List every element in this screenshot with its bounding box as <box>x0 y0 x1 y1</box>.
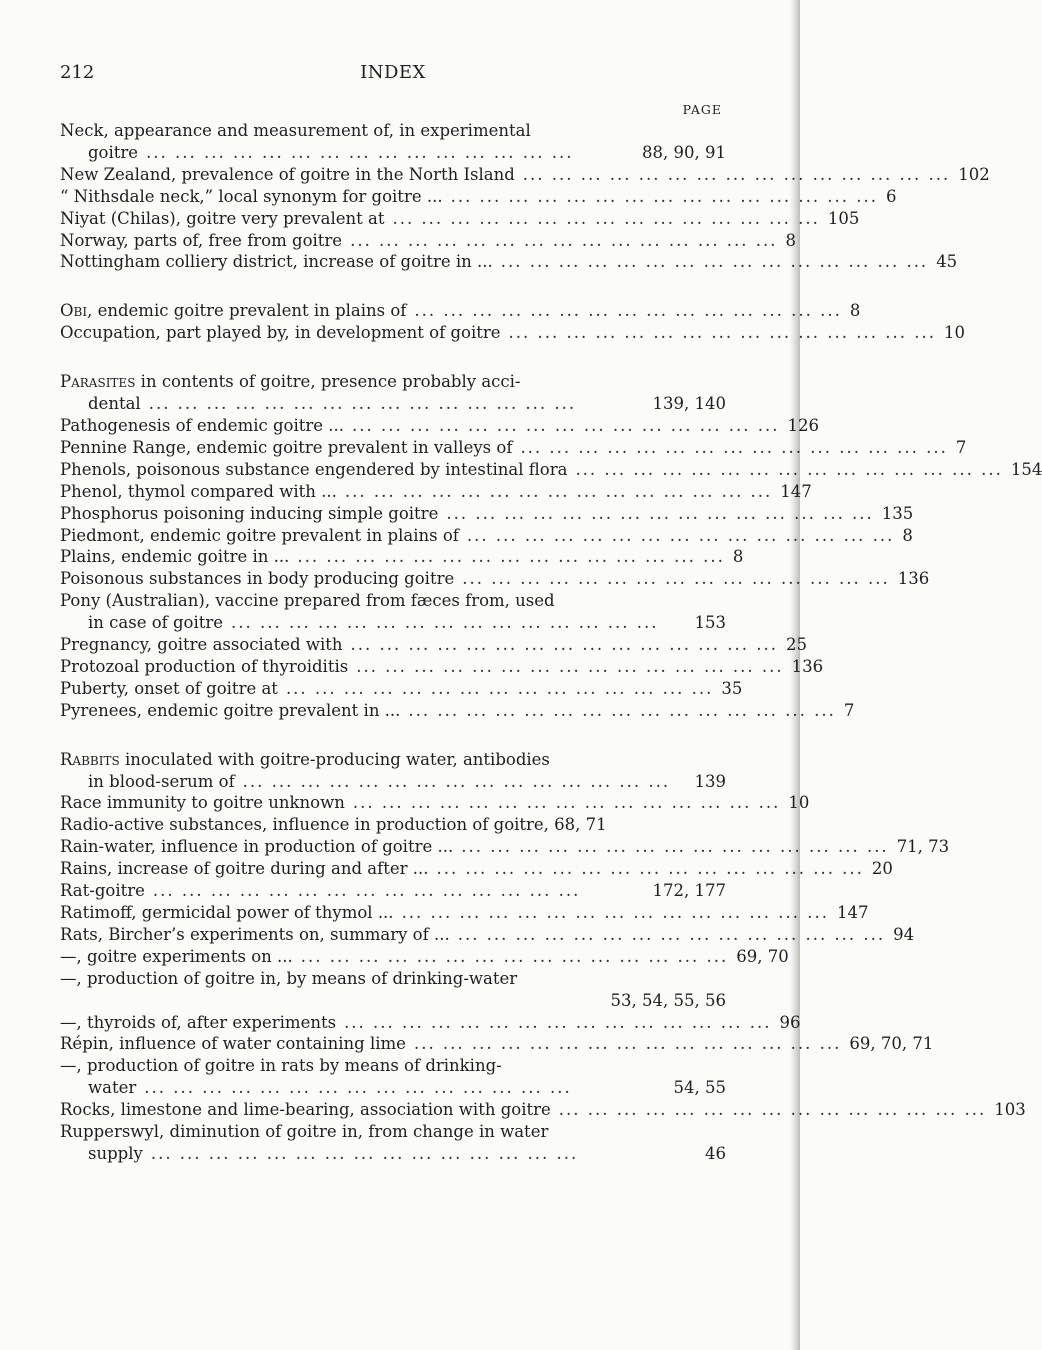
index-entry <box>60 481 812 503</box>
index-entry <box>60 437 967 459</box>
entry-text <box>60 546 289 568</box>
entry-line <box>60 858 893 880</box>
entry-text <box>60 230 342 252</box>
entry-description: , poisonous substance engendered by intestinal flora <box>125 459 568 479</box>
page-reference: 71, 73 <box>896 837 950 857</box>
entry-heading: Phenol <box>60 481 118 501</box>
entry-heading: Occupation <box>60 323 156 343</box>
entry-heading: Parasites <box>60 372 136 392</box>
entry-heading: Pyrenees <box>60 700 137 720</box>
leader-dots: ... ... ... ... ... ... ... ... ... ... ... ... ... ... ... <box>508 323 936 343</box>
entry-text <box>60 946 293 968</box>
entry-line <box>60 880 726 902</box>
entry-heading: Obi <box>60 301 88 321</box>
page-reference: 94 <box>893 924 915 944</box>
leader-dots: ... ... ... ... ... ... ... ... ... ... ... ... ... ... ... <box>500 252 929 272</box>
entry-heading: — <box>60 968 77 988</box>
entry-heading: — <box>60 1012 77 1032</box>
leader-dots: ... ... ... ... ... ... ... ... ... ... ... ... ... ... ... <box>558 1100 987 1120</box>
entry-line <box>60 1121 726 1143</box>
entry-heading: Rocks <box>60 1100 111 1120</box>
entry-text <box>60 1121 548 1143</box>
index-entry <box>60 902 869 924</box>
entry-continuation-text: in case of goitre <box>88 613 224 633</box>
leader-dots: ... ... ... ... ... ... ... ... ... ... ... ... ... ... ... <box>352 415 780 435</box>
entry-description: of thyroiditis <box>235 656 349 676</box>
entry-line <box>60 120 726 142</box>
entry-description: , influence in production of goitre, 68, 71 <box>262 815 607 835</box>
index-entry <box>60 164 990 186</box>
entry-description: , vaccine prepared from fæces from, used <box>204 591 555 611</box>
leader-dots: ... ... ... ... ... ... ... ... ... ... ... ... ... ... ... <box>466 525 895 545</box>
entry-description: in contents of goitre, presence probably acci- <box>135 372 521 392</box>
leader-dots: ... ... ... ... ... ... ... ... ... ... ... ... ... ... ... <box>300 946 729 966</box>
entry-heading: Rupperswyl <box>60 1122 160 1142</box>
entry-heading: Rain-water <box>60 837 151 857</box>
leader-dots: ... ... ... ... ... ... ... ... ... ... ... ... ... ... ... <box>461 837 889 857</box>
page-reference: 45 <box>936 252 958 272</box>
entry-text <box>60 1012 336 1034</box>
page-reference: 126 <box>787 415 819 435</box>
entry-text <box>60 208 384 230</box>
page-reference: 154 <box>1010 459 1042 479</box>
entry-line <box>60 656 824 678</box>
page-reference: 139 <box>694 771 726 791</box>
index-entry <box>60 792 810 814</box>
leader-dots: ... ... ... ... ... ... ... ... ... ... ... ... ... ... ... <box>297 547 725 567</box>
entry-text <box>60 924 450 946</box>
page-reference: 147 <box>837 903 869 922</box>
index-entry <box>60 814 726 836</box>
entry-description: , influence of water containing lime <box>108 1034 406 1054</box>
entry-description: to goitre unknown <box>185 793 345 813</box>
page-reference: 139, 140 <box>652 394 726 414</box>
page-reference: 147 <box>780 481 812 501</box>
page-reference: 53, 54, 55, 56 <box>610 990 726 1010</box>
leader-dots: ... ... ... ... ... ... ... ... ... ... ... ... ... ... ... <box>231 613 659 633</box>
leader-dots: ... ... ... ... ... ... ... ... ... ... ... ... ... ... ... <box>436 859 864 879</box>
index-entry <box>60 503 914 525</box>
entry-line <box>60 415 819 437</box>
page-reference: 20 <box>871 859 893 879</box>
entry-line <box>60 164 990 186</box>
page-column-label: PAGE <box>682 102 722 117</box>
index-entry <box>60 208 860 230</box>
entry-text <box>60 814 607 836</box>
entry-description: , parts of, free from goitre <box>123 230 343 250</box>
entry-text <box>60 120 531 142</box>
entry-text <box>60 836 453 858</box>
entry-continuation-text: goitre <box>88 142 139 162</box>
entry-line <box>60 186 897 208</box>
entry-heading: Pregnancy <box>60 635 147 655</box>
page-reference: 8 <box>849 301 861 321</box>
entry-description: , endemic goitre prevalent in plains of <box>139 525 459 545</box>
index-entry <box>60 230 797 252</box>
page-reference: 8 <box>785 230 797 250</box>
page-reference: 25 <box>785 635 807 655</box>
entry-description: , endemic goitre prevalent in ... <box>136 700 401 720</box>
index-section <box>60 749 1026 1165</box>
entry-line <box>60 1012 801 1034</box>
entry-continuation <box>60 142 726 164</box>
leader-dots: ... ... ... ... ... ... ... ... ... ... ... ... ... ... ... <box>344 1012 772 1032</box>
entry-line <box>60 678 743 700</box>
page-reference: 172, 177 <box>652 881 726 901</box>
leader-dots: ... ... ... ... ... ... ... ... ... ... ... ... ... ... ... <box>144 1078 572 1098</box>
entry-line <box>60 814 726 836</box>
entry-text <box>60 525 459 547</box>
entry-heading: New Zealand <box>60 164 171 184</box>
entry-line <box>60 700 855 722</box>
leader-dots: ... ... ... ... ... ... ... ... ... ... ... ... ... ... ... <box>285 678 714 698</box>
entry-heading: “ Nithsdale neck,” local synonym for goitre ... <box>60 186 443 206</box>
index-entry <box>60 1055 726 1099</box>
entry-description: of endemic goitre ... <box>170 415 345 435</box>
entry-description: , increase of goitre during and after ... <box>107 859 429 879</box>
entry-continuation <box>60 612 726 634</box>
entry-continuation-text: water <box>88 1078 137 1098</box>
entry-description: inducing simple goitre <box>244 503 439 523</box>
leader-dots: ... ... ... ... ... ... ... ... ... ... ... ... ... ... ... <box>575 459 1003 479</box>
entry-line <box>60 481 812 503</box>
index-entry <box>60 946 789 968</box>
entry-description: , influence in production of goitre ... <box>150 837 454 857</box>
entry-text <box>60 590 555 612</box>
index-entry <box>60 568 930 590</box>
entry-heading: Rains <box>60 859 108 879</box>
entry-heading: Poisonous substances <box>60 569 242 589</box>
leader-dots: ... ... ... ... ... ... ... ... ... ... ... ... ... ... ... <box>414 301 842 321</box>
entry-text <box>60 503 438 525</box>
entry-line <box>60 300 861 322</box>
entry-line <box>60 437 967 459</box>
page-header <box>60 62 726 96</box>
entry-line <box>60 371 726 393</box>
entry-text <box>60 300 406 322</box>
index-entry <box>60 1033 934 1055</box>
entry-heading: — <box>60 946 77 966</box>
entry-heading: Phosphorus poisoning <box>60 503 245 523</box>
entry-text <box>60 656 348 678</box>
entry-text <box>60 634 343 656</box>
entry-description: , endemic goitre prevalent in valleys of <box>185 437 513 457</box>
entry-text <box>60 568 454 590</box>
entry-line <box>60 634 807 656</box>
entry-description: , Bircher’s experiments on, summary of ... <box>97 924 450 944</box>
page-title: INDEX <box>360 62 426 83</box>
entry-description: , goitre experiments on ... <box>76 946 293 966</box>
entry-description: , diminution of goitre in, from change in water <box>159 1122 549 1142</box>
index-entry <box>60 1099 1026 1121</box>
entry-text <box>60 459 567 481</box>
entry-continuation <box>60 1077 726 1099</box>
entry-continuation-text: supply <box>88 1143 143 1163</box>
page-reference: 96 <box>779 1012 801 1032</box>
entry-text <box>60 186 443 208</box>
index-entry <box>60 459 1042 481</box>
entry-line <box>60 1055 726 1077</box>
page-reference: 7 <box>955 437 967 457</box>
entry-text <box>60 437 512 459</box>
entry-line <box>60 251 958 273</box>
page-reference: 103 <box>994 1100 1026 1120</box>
entry-line <box>60 590 726 612</box>
entry-heading: Norway <box>60 230 124 250</box>
entry-continuation <box>60 1143 726 1165</box>
page-reference: 7 <box>843 700 855 720</box>
leader-dots: ... ... ... ... ... ... ... ... ... ... ... ... ... ... ... <box>150 1143 579 1163</box>
index-entry <box>60 590 726 634</box>
index-page <box>60 62 1042 1192</box>
entry-line <box>60 968 726 990</box>
index-entry <box>60 1012 801 1034</box>
page-number: 212 <box>60 62 95 83</box>
entry-line <box>60 525 913 547</box>
leader-dots: ... ... ... ... ... ... ... ... ... ... ... ... ... ... ... <box>242 771 671 791</box>
index-entry <box>60 656 824 678</box>
index-entry <box>60 880 726 902</box>
leader-dots: ... ... ... ... ... ... ... ... ... ... ... ... ... ... ... <box>146 142 574 162</box>
entry-line <box>60 322 965 344</box>
index-entry <box>60 1121 726 1165</box>
leader-dots: ... ... ... ... ... ... ... ... ... ... ... ... ... ... ... <box>152 881 581 901</box>
page-reference: 102 <box>958 164 990 184</box>
entry-heading: Protozoal production <box>60 656 236 676</box>
page-reference: 105 <box>827 208 860 228</box>
index-entry <box>60 836 950 858</box>
entry-continuation <box>60 771 726 793</box>
entry-heading: Pony (Australian) <box>60 591 205 611</box>
entry-line <box>60 792 810 814</box>
leader-dots: ... ... ... ... ... ... ... ... ... ... ... ... ... ... ... <box>457 924 886 944</box>
entry-line <box>60 459 1042 481</box>
entry-text <box>60 1033 406 1055</box>
leader-dots: ... ... ... ... ... ... ... ... ... ... ... ... ... ... ... <box>413 1034 842 1054</box>
page-reference: 153 <box>694 613 726 633</box>
leader-dots: ... ... ... ... ... ... ... ... ... ... ... ... ... ... ... <box>148 394 577 414</box>
entry-description: , germicidal power of thymol ... <box>131 903 394 922</box>
page-reference: 46 <box>705 1143 726 1163</box>
index-entry <box>60 322 965 344</box>
entry-heading: Neck <box>60 121 104 140</box>
index-section <box>60 300 965 344</box>
entry-description: in body producing goitre <box>241 569 455 589</box>
entry-continuation <box>60 393 726 415</box>
leader-dots: ... ... ... ... ... ... ... ... ... ... ... ... ... ... ... <box>446 503 874 523</box>
index-entry <box>60 749 726 793</box>
page-reference: 135 <box>881 503 914 523</box>
entry-description: inoculated with goitre-producing water, antibodies <box>119 749 550 769</box>
entry-description: , thyroids of, after experiments <box>76 1012 337 1032</box>
entry-heading: Répin <box>60 1034 109 1054</box>
index-entry <box>60 371 726 415</box>
entry-text <box>60 1055 502 1077</box>
entry-text <box>60 902 394 924</box>
entry-description: , thymol compared with ... <box>117 481 337 501</box>
entry-text <box>60 415 344 437</box>
page-reference: 10 <box>943 323 965 343</box>
entry-description: , appearance and measurement of, in experimental <box>103 121 531 140</box>
page-reference: 8 <box>902 525 913 545</box>
leader-dots: ... ... ... ... ... ... ... ... ... ... ... ... ... ... ... <box>352 793 781 813</box>
index-body <box>60 120 1042 1165</box>
leader-dots: ... ... ... ... ... ... ... ... ... ... ... ... ... ... ... <box>450 186 879 206</box>
index-entry <box>60 678 743 700</box>
entry-line <box>60 836 950 858</box>
entry-text <box>60 749 550 771</box>
page-reference: 69, 70 <box>736 946 789 966</box>
entry-heading: Phenols <box>60 459 126 479</box>
entry-text <box>60 371 521 393</box>
index-entry <box>60 924 915 946</box>
entry-heading: Radio-active substances <box>60 815 262 835</box>
entry-continuation-text: dental <box>88 394 141 414</box>
entry-line <box>60 230 797 252</box>
leader-dots: ... ... ... ... ... ... ... ... ... ... ... ... ... ... ... <box>392 208 820 228</box>
entry-text <box>60 858 428 880</box>
leader-dots: ... ... ... ... ... ... ... ... ... ... ... ... ... ... ... <box>522 164 951 184</box>
entry-heading: — <box>60 1056 77 1076</box>
index-entry <box>60 415 819 437</box>
index-entry <box>60 700 855 722</box>
entry-text <box>60 322 501 344</box>
entry-description: , goitre very prevalent at <box>175 208 385 228</box>
entry-continuation-text: in blood-serum of <box>88 771 235 791</box>
leader-dots: ... ... ... ... ... ... ... ... ... ... ... ... ... ... ... <box>350 635 778 655</box>
entry-heading: Rabbits <box>60 749 120 769</box>
index-entry <box>60 300 861 322</box>
index-entry <box>60 251 958 273</box>
entry-text <box>60 700 400 722</box>
leader-dots: ... ... ... ... ... ... ... ... ... ... ... ... ... ... ... <box>401 903 830 922</box>
entry-text <box>60 792 345 814</box>
leader-dots: ... ... ... ... ... ... ... ... ... ... ... ... ... ... ... <box>408 700 836 720</box>
index-entry <box>60 525 913 547</box>
index-entry <box>60 858 893 880</box>
entry-line <box>60 902 869 924</box>
entry-description: , production of goitre in, by means of drinking-water <box>76 968 518 988</box>
entry-description: , prevalence of goitre in the North Island <box>170 164 515 184</box>
entry-line <box>60 946 789 968</box>
leader-dots: ... ... ... ... ... ... ... ... ... ... ... ... ... ... ... <box>350 230 778 250</box>
index-section <box>60 120 990 273</box>
entry-line <box>60 749 726 771</box>
page-reference: 6 <box>886 186 897 206</box>
entry-text <box>60 481 337 503</box>
page-reference: 88, 90, 91 <box>642 142 726 162</box>
index-entry <box>60 186 897 208</box>
entry-text <box>60 678 278 700</box>
page-reference: 136 <box>791 656 824 676</box>
entry-line <box>60 1033 934 1055</box>
leader-dots: ... ... ... ... ... ... ... ... ... ... ... ... ... ... ... <box>356 656 784 676</box>
entry-line <box>60 208 860 230</box>
entry-description: , endemic goitre prevalent in plains of <box>87 301 407 321</box>
entry-heading: Rat-goitre <box>60 881 145 901</box>
entry-heading: Rats <box>60 924 98 944</box>
entry-line <box>60 546 744 568</box>
entry-text <box>60 880 145 902</box>
index-entry <box>60 546 744 568</box>
entry-heading: Piedmont <box>60 525 140 545</box>
entry-description: , endemic goitre in ... <box>110 547 290 567</box>
entry-line <box>60 1099 1026 1121</box>
entry-text <box>60 968 517 990</box>
page-reference: 10 <box>788 793 810 813</box>
entry-description: , production of goitre in rats by means of drinking- <box>76 1056 502 1076</box>
entry-text <box>60 164 515 186</box>
entry-heading: Pennine Range <box>60 437 186 457</box>
entry-heading: Nottingham colliery district <box>60 252 293 272</box>
page-reference: 136 <box>897 569 930 589</box>
leader-dots: ... ... ... ... ... ... ... ... ... ... ... ... ... ... ... <box>462 569 890 589</box>
entry-description: , onset of goitre at <box>123 678 278 698</box>
entry-description: , goitre associated with <box>146 635 343 655</box>
page-reference: 35 <box>721 678 743 698</box>
entry-heading: Pathogenesis <box>60 415 171 435</box>
leader-dots: ... ... ... ... ... ... ... ... ... ... ... ... ... ... ... <box>344 481 773 501</box>
entry-description: , limestone and lime-bearing, association with goitre <box>110 1100 551 1120</box>
page-reference: 8 <box>732 547 744 567</box>
index-entry <box>60 120 726 164</box>
index-entry <box>60 634 807 656</box>
entry-continuation <box>60 990 726 1012</box>
entry-heading: Ratimoff <box>60 903 132 922</box>
entry-line <box>60 568 930 590</box>
entry-line <box>60 503 914 525</box>
entry-description: , part played by, in development of goitre <box>155 323 501 343</box>
page-reference: 54, 55 <box>673 1078 726 1098</box>
entry-heading: Puberty <box>60 678 124 698</box>
entry-line <box>60 924 915 946</box>
entry-heading: Plains <box>60 547 111 567</box>
entry-text <box>60 1099 551 1121</box>
index-section <box>60 371 1042 722</box>
index-entry <box>60 968 726 1012</box>
entry-heading: Niyat (Chilas) <box>60 208 176 228</box>
page-reference: 69, 70, 71 <box>849 1034 934 1054</box>
entry-text <box>60 251 493 273</box>
entry-description: , increase of goitre in ... <box>292 252 493 272</box>
leader-dots: ... ... ... ... ... ... ... ... ... ... ... ... ... ... ... <box>520 437 948 457</box>
entry-heading: Race immunity <box>60 793 186 813</box>
